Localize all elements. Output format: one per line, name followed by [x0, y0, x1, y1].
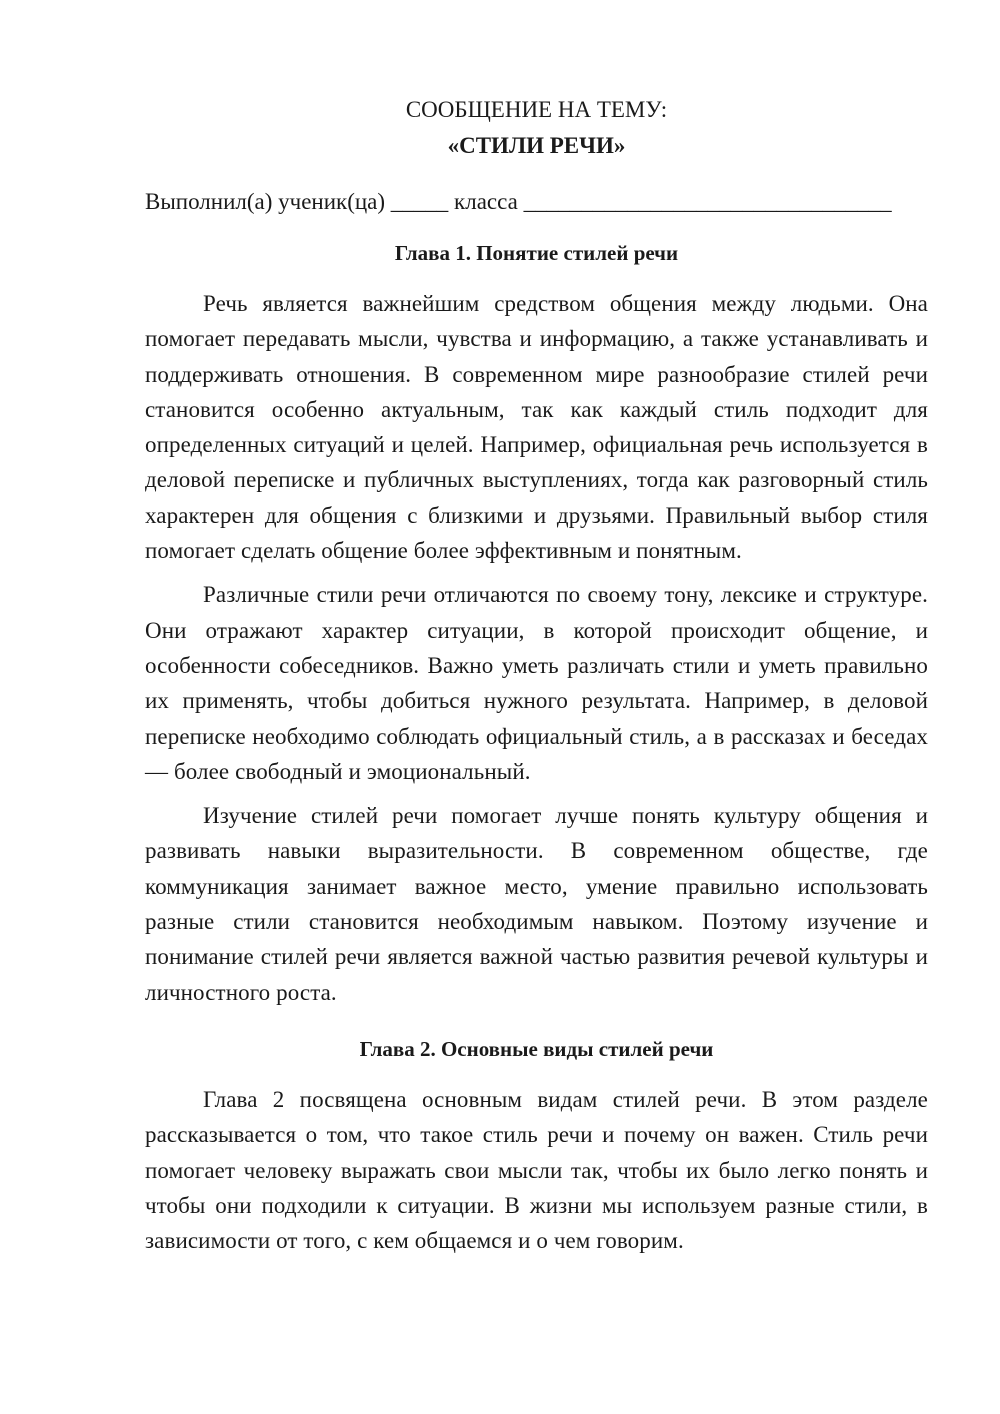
- chapter-2-paragraph-1: Глава 2 посвящена основным видам стилей речи. В этом разделе рассказывается о том, что такое стиль речи и почему он важен. Стиль речи помогает человеку выражать свои мысли так, чтобы их было легко понять и чтобы они подходили к ситуации. В жизни мы используем разные стили, в зависимости от того, с кем общаемся и о чем говорим.: [145, 1086, 928, 1254]
- chapter-1-paragraph-2: Различные стили речи отличаются по своему тону, лексике и структуре. Они отражают характер ситуации, в которой происходит общение, и особенности собеседников. Важно уметь различать стили и уметь правильно их применять, чтобы добиться нужного результата. Например, в деловой переписке необходимо соблюдать официальный стиль, а в рассказах и беседах — более свободный и эмоциональный.: [145, 582, 928, 784]
- document-title: СООБЩЕНИЕ НА ТЕМУ:: [405, 97, 668, 122]
- document-page: [145, 92, 928, 1267]
- document-topic: «СТИЛИ РЕЧИ»: [447, 133, 626, 158]
- chapter-1-paragraph-1: Речь является важнейшим средством общения между людьми. Она помогает передавать мысли, чувства и информацию, а также устанавливать и поддерживать отношения. В современном мире разнообразие стилей речи становится особенно актуальным, так как каждый стиль подходит для определенных ситуаций и целей. Например, официальная речь используется в деловой переписке и публичных выступлениях, тогда как разговорный стиль характерен для общения с близкими и друзьями. Правильный выбор стиля помогает сделать общение более эффективным и понятным.: [145, 291, 928, 564]
- chapter-2-heading: Глава 2. Основные виды стилей речи: [359, 1036, 714, 1061]
- chapter-1-heading: Глава 1. Понятие стилей речи: [394, 241, 679, 265]
- chapter-1-paragraph-3: Изучение стилей речи помогает лучше понять культуру общения и развивать навыки выразительности. В современном обществе, где коммуникация занимает важное место, умение правильно использовать разные стили становится необходимым навыком. Поэтому изучение и понимание стилей речи является важной частью развития речевой культуры и личностного роста.: [145, 803, 928, 1005]
- author-line: Выполнил(а) ученик(ца) _____ класса ________________________________: [145, 189, 892, 214]
